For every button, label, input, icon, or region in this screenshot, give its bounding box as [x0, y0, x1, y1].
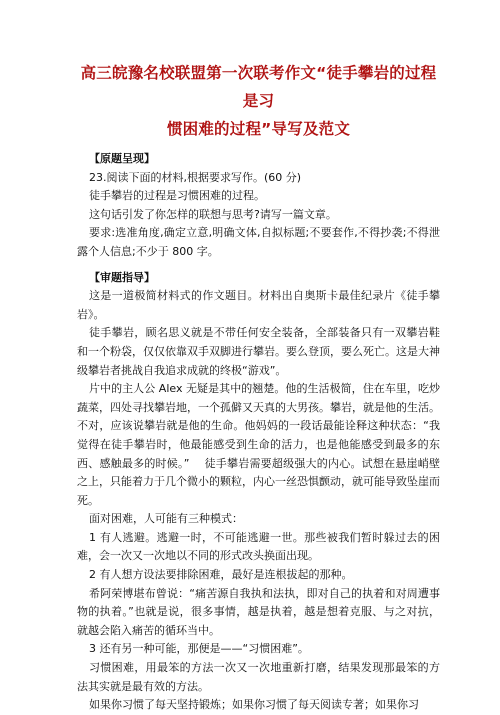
paragraph: 如果你习惯了每天坚持锻炼；如果你习惯了每天阅读专著；如果你习 [89, 698, 419, 712]
title-line-1: 高三皖豫名校联盟第一次联考作文“徒手攀岩的过程是习 [80, 64, 437, 110]
paragraph: 徒手攀岩的过程是习惯困难的过程。 [89, 189, 265, 203]
paragraph: 徒手攀岩，顾名思义就是不带任何安全装备，全部装备只有一双攀岩鞋和一个粉袋，仅仅依靠双手双脚进行攀岩。要么登顶，要么死亡。这是大神级攀岩者挑战自我追求成就的终极“游戏”。 [77, 326, 440, 377]
title-line-2: 惯困难的过程”导写及范文 [166, 120, 351, 138]
paragraph: 习惯困难，用最笨的方法一次又一次地重新打磨，结果发现那最笨的方法其实就是最有效的方法。 [77, 661, 440, 693]
paragraph: 片中的主人公 Alex 无疑是其中的翘楚。他的生活极简，住在车里，吃炒蔬菜，四处寻找攀岩地，一个孤僻又天真的大男孩。攀岩，就是他的生活。不对，应该说攀岩就是他的生命。他妈妈的一段话最能诠释这种状态：“我觉得在徒手攀岩时，他最能感受到生命的活力，也是他能感受到最多的东西、感触最多的时候。” 徒手攀岩需要超级强大的内心。试想在悬崖峭壁之上，只能着力于几个微小的颗粒，内心一丝恐惧颤动，就可能导致坠崖而死。 [77, 382, 440, 507]
paragraph: 这是一道极简材料式的作文题目。材料出自奥斯卡最佳纪录片《徒手攀岩》。 [77, 289, 440, 321]
paragraph: 1 有人逃避。逃避一时，不可能逃避一世。那些被我们暂时躲过去的困难，会一次又一次地以不同的形式改头换面出现。 [77, 530, 440, 563]
paragraph: 2 有人想方设法要排除困难，最好是连根拔起的那种。 [89, 568, 353, 582]
paragraph: 这句话引发了你怎样的联想与思考?请写一篇文章。 [89, 207, 337, 221]
paragraph: 3 还有另一种可能，那便是——“习惯困难”。 [89, 642, 309, 656]
paragraph: 面对困难，人可能有三种模式： [89, 512, 243, 526]
paragraph: 要求:选准角度,确定立意,明确文体,自拟标题;不要套作,不得抄袭;不得泄露个人信息;不少于 800 字。 [77, 226, 440, 258]
paragraph: 希阿荣博堪布曾说：“痛苦源自我执和法执，即对自己的执着和对周遭事物的执着。”也就是说，很多事情，越是执着，越是想着克服、与之对抗，就越会陷入痛苦的循环当中。 [77, 586, 440, 637]
section-heading-guidance: 【审题指导】 [89, 270, 155, 284]
document-title [77, 0, 440, 143]
section-heading-original-question: 【原题呈现】 [89, 152, 155, 165]
paragraph: 23.阅读下面的材料,根据要求写作。(60 分) [89, 170, 302, 184]
